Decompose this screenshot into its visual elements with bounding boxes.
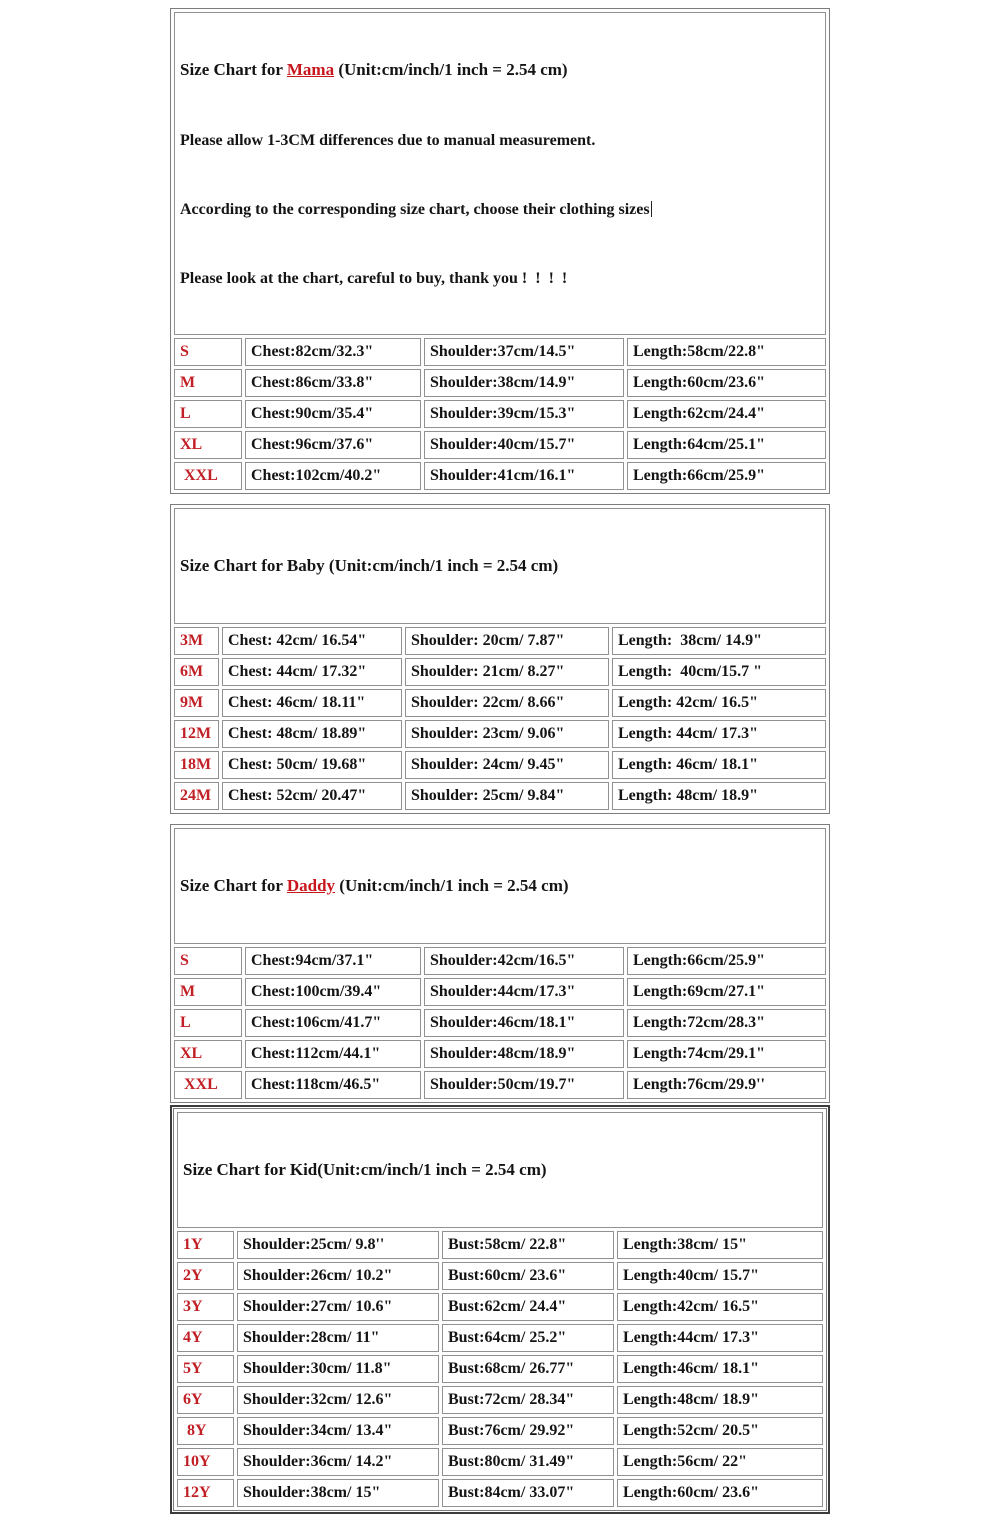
measurement-cell: Shoulder:30cm/ 11.8" bbox=[237, 1355, 439, 1383]
note-choose-size bbox=[180, 200, 821, 220]
measurement-cell: Shoulder:40cm/15.7" bbox=[424, 431, 624, 459]
measurement-cell: Shoulder:27cm/ 10.6" bbox=[237, 1293, 439, 1321]
measurement-cell: Shoulder:32cm/ 12.6" bbox=[237, 1386, 439, 1414]
title-prefix: Size Chart for bbox=[180, 556, 287, 575]
table-row bbox=[174, 400, 826, 428]
size-label-cell: S bbox=[174, 338, 242, 366]
size-label-cell: 18M bbox=[174, 751, 219, 779]
size-label-cell: L bbox=[174, 400, 242, 428]
table-header-row bbox=[177, 1112, 823, 1228]
measurement-cell: Length:60cm/23.6" bbox=[627, 369, 826, 397]
size-label-cell: 3M bbox=[174, 627, 219, 655]
table-row bbox=[174, 369, 826, 397]
measurement-cell: Chest:100cm/39.4" bbox=[245, 978, 421, 1006]
measurement-cell: Shoulder:50cm/19.7" bbox=[424, 1071, 624, 1099]
table-row bbox=[174, 978, 826, 1006]
kid-chart-title bbox=[183, 1158, 818, 1182]
daddy-chart-header bbox=[174, 828, 826, 944]
size-label-cell: 1Y bbox=[177, 1231, 234, 1259]
measurement-cell: Length:60cm/ 23.6" bbox=[617, 1479, 823, 1507]
table-row bbox=[177, 1417, 823, 1445]
measurement-cell: Length: 40cm/15.7 " bbox=[612, 658, 826, 686]
size-label-cell: 2Y bbox=[177, 1262, 234, 1290]
title-suffix: (Unit:cm/inch/1 inch = 2.54 cm) bbox=[324, 556, 559, 575]
daddy-chart-title bbox=[180, 874, 821, 898]
size-label-cell: M bbox=[174, 978, 242, 1006]
measurement-cell: Chest: 46cm/ 18.11" bbox=[222, 689, 402, 717]
measurement-cell: Length: 42cm/ 16.5" bbox=[612, 689, 826, 717]
title-prefix: Size Chart for bbox=[183, 1160, 290, 1179]
measurement-cell: Length:48cm/ 18.9" bbox=[617, 1386, 823, 1414]
measurement-cell: Bust:60cm/ 23.6" bbox=[442, 1262, 614, 1290]
mama-link[interactable]: Mama bbox=[286, 60, 335, 79]
measurement-cell: Length:62cm/24.4" bbox=[627, 400, 826, 428]
mama-chart-header bbox=[174, 12, 826, 335]
baby-label: Baby bbox=[286, 556, 325, 575]
measurement-cell: Length:56cm/ 22" bbox=[617, 1448, 823, 1476]
measurement-cell: Length:42cm/ 16.5" bbox=[617, 1293, 823, 1321]
daddy-link[interactable]: Daddy bbox=[286, 876, 336, 895]
measurement-cell: Bust:84cm/ 33.07" bbox=[442, 1479, 614, 1507]
table-row bbox=[174, 658, 826, 686]
measurement-cell: Shoulder:39cm/15.3" bbox=[424, 400, 624, 428]
size-chart-table-daddy bbox=[170, 824, 830, 1103]
measurement-cell: Length:74cm/29.1" bbox=[627, 1040, 826, 1068]
size-label-cell: 12Y bbox=[177, 1479, 234, 1507]
measurement-cell: Bust:58cm/ 22.8" bbox=[442, 1231, 614, 1259]
table-row bbox=[174, 431, 826, 459]
measurement-cell: Bust:64cm/ 25.2" bbox=[442, 1324, 614, 1352]
kid-chart-header bbox=[177, 1112, 823, 1228]
measurement-cell: Length:66cm/25.9" bbox=[627, 462, 826, 490]
table-row bbox=[174, 947, 826, 975]
measurement-cell: Shoulder: 20cm/ 7.87" bbox=[405, 627, 609, 655]
table-row bbox=[174, 720, 826, 748]
measurement-cell: Shoulder:42cm/16.5" bbox=[424, 947, 624, 975]
size-chart-table-kid bbox=[173, 1108, 827, 1511]
measurement-cell: Shoulder:26cm/ 10.2" bbox=[237, 1262, 439, 1290]
size-label-cell: 6M bbox=[174, 658, 219, 686]
table-row bbox=[174, 1071, 826, 1099]
measurement-cell: Chest:82cm/32.3" bbox=[245, 338, 421, 366]
measurement-cell: Length:69cm/27.1" bbox=[627, 978, 826, 1006]
measurement-cell: Chest:112cm/44.1" bbox=[245, 1040, 421, 1068]
table-row bbox=[174, 689, 826, 717]
table-row bbox=[177, 1386, 823, 1414]
measurement-cell: Shoulder: 25cm/ 9.84" bbox=[405, 782, 609, 810]
size-label-cell: 5Y bbox=[177, 1355, 234, 1383]
table-row bbox=[177, 1324, 823, 1352]
measurement-cell: Shoulder: 21cm/ 8.27" bbox=[405, 658, 609, 686]
measurement-cell: Shoulder:38cm/14.9" bbox=[424, 369, 624, 397]
table-row bbox=[174, 627, 826, 655]
table-row bbox=[174, 338, 826, 366]
measurement-cell: Shoulder:38cm/ 15" bbox=[237, 1479, 439, 1507]
size-label-cell: L bbox=[174, 1009, 242, 1037]
title-suffix: (Unit:cm/inch/1 inch = 2.54 cm) bbox=[317, 1160, 547, 1179]
size-label-cell: 3Y bbox=[177, 1293, 234, 1321]
table-header-row bbox=[174, 508, 826, 624]
measurement-cell: Chest: 52cm/ 20.47" bbox=[222, 782, 402, 810]
measurement-cell: Bust:80cm/ 31.49" bbox=[442, 1448, 614, 1476]
measurement-cell: Length:76cm/29.9'' bbox=[627, 1071, 826, 1099]
measurement-cell: Chest: 42cm/ 16.54" bbox=[222, 627, 402, 655]
table-row bbox=[174, 462, 826, 490]
size-label-cell: 24M bbox=[174, 782, 219, 810]
size-label-cell: XXL bbox=[174, 462, 242, 490]
kid-label: Kid bbox=[289, 1160, 318, 1179]
size-label-cell: 9M bbox=[174, 689, 219, 717]
table-row bbox=[174, 782, 826, 810]
measurement-cell: Length: 46cm/ 18.1" bbox=[612, 751, 826, 779]
note-thank-you: Please look at the chart, careful to buy, thank you ! ! ! ! bbox=[180, 270, 568, 287]
size-label-cell: XL bbox=[174, 1040, 242, 1068]
note-choose-size-text: According to the corresponding size chart, choose their clothing sizes bbox=[180, 201, 650, 218]
measurement-cell: Length:44cm/ 17.3" bbox=[617, 1324, 823, 1352]
measurement-cell: Shoulder:25cm/ 9.8'' bbox=[237, 1231, 439, 1259]
table-row bbox=[174, 1009, 826, 1037]
measurement-cell: Shoulder:41cm/16.1" bbox=[424, 462, 624, 490]
table-row bbox=[174, 751, 826, 779]
measurement-cell: Length:46cm/ 18.1" bbox=[617, 1355, 823, 1383]
size-label-cell: 8Y bbox=[177, 1417, 234, 1445]
table-header-row bbox=[174, 12, 826, 335]
mama-chart-title bbox=[180, 58, 821, 82]
measurement-cell: Chest:102cm/40.2" bbox=[245, 462, 421, 490]
measurement-cell: Shoulder:44cm/17.3" bbox=[424, 978, 624, 1006]
table-row bbox=[177, 1231, 823, 1259]
size-label-cell: 12M bbox=[174, 720, 219, 748]
measurement-cell: Shoulder:28cm/ 11" bbox=[237, 1324, 439, 1352]
size-chart-sheet bbox=[170, 8, 830, 1514]
measurement-cell: Length:52cm/ 20.5" bbox=[617, 1417, 823, 1445]
size-label-cell: 6Y bbox=[177, 1386, 234, 1414]
measurement-cell: Length:64cm/25.1" bbox=[627, 431, 826, 459]
baby-chart-header bbox=[174, 508, 826, 624]
measurement-cell: Bust:76cm/ 29.92" bbox=[442, 1417, 614, 1445]
table-row bbox=[177, 1448, 823, 1476]
size-label-cell: 10Y bbox=[177, 1448, 234, 1476]
measurement-cell: Shoulder: 24cm/ 9.45" bbox=[405, 751, 609, 779]
measurement-cell: Bust:68cm/ 26.77" bbox=[442, 1355, 614, 1383]
note-measurement: Please allow 1-3CM differences due to manual measurement. bbox=[180, 132, 596, 149]
measurement-cell: Length:40cm/ 15.7" bbox=[617, 1262, 823, 1290]
title-suffix: (Unit:cm/inch/1 inch = 2.54 cm) bbox=[335, 876, 569, 895]
measurement-cell: Length:66cm/25.9" bbox=[627, 947, 826, 975]
title-prefix: Size Chart for bbox=[180, 876, 287, 895]
table-row bbox=[177, 1479, 823, 1507]
measurement-cell: Shoulder: 23cm/ 9.06" bbox=[405, 720, 609, 748]
measurement-cell: Chest:90cm/35.4" bbox=[245, 400, 421, 428]
measurement-cell: Length:72cm/28.3" bbox=[627, 1009, 826, 1037]
measurement-cell: Shoulder:37cm/14.5" bbox=[424, 338, 624, 366]
kid-chart-frame bbox=[170, 1105, 830, 1514]
measurement-cell: Length:58cm/22.8" bbox=[627, 338, 826, 366]
table-row bbox=[174, 1040, 826, 1068]
table-row bbox=[177, 1262, 823, 1290]
measurement-cell: Chest: 48cm/ 18.89" bbox=[222, 720, 402, 748]
table-row bbox=[177, 1355, 823, 1383]
size-chart-table-baby bbox=[170, 504, 830, 814]
size-label-cell: M bbox=[174, 369, 242, 397]
table-row bbox=[177, 1293, 823, 1321]
measurement-cell: Bust:62cm/ 24.4" bbox=[442, 1293, 614, 1321]
size-label-cell: XL bbox=[174, 431, 242, 459]
measurement-cell: Chest: 50cm/ 19.68" bbox=[222, 751, 402, 779]
measurement-cell: Shoulder:48cm/18.9" bbox=[424, 1040, 624, 1068]
title-prefix: Size Chart for bbox=[180, 60, 287, 79]
measurement-cell: Shoulder:36cm/ 14.2" bbox=[237, 1448, 439, 1476]
table-header-row bbox=[174, 828, 826, 944]
measurement-cell: Length: 38cm/ 14.9" bbox=[612, 627, 826, 655]
measurement-cell: Chest:118cm/46.5" bbox=[245, 1071, 421, 1099]
title-suffix: (Unit:cm/inch/1 inch = 2.54 cm) bbox=[334, 60, 568, 79]
text-caret bbox=[651, 201, 652, 217]
measurement-cell: Shoulder:46cm/18.1" bbox=[424, 1009, 624, 1037]
measurement-cell: Length: 44cm/ 17.3" bbox=[612, 720, 826, 748]
baby-chart-title bbox=[180, 554, 821, 578]
measurement-cell: Shoulder:34cm/ 13.4" bbox=[237, 1417, 439, 1445]
measurement-cell: Chest:96cm/37.6" bbox=[245, 431, 421, 459]
measurement-cell: Chest:106cm/41.7" bbox=[245, 1009, 421, 1037]
measurement-cell: Chest:86cm/33.8" bbox=[245, 369, 421, 397]
measurement-cell: Chest: 44cm/ 17.32" bbox=[222, 658, 402, 686]
size-label-cell: XXL bbox=[174, 1071, 242, 1099]
measurement-cell: Bust:72cm/ 28.34" bbox=[442, 1386, 614, 1414]
size-label-cell: 4Y bbox=[177, 1324, 234, 1352]
measurement-cell: Shoulder: 22cm/ 8.66" bbox=[405, 689, 609, 717]
measurement-cell: Chest:94cm/37.1" bbox=[245, 947, 421, 975]
measurement-cell: Length: 48cm/ 18.9" bbox=[612, 782, 826, 810]
measurement-cell: Length:38cm/ 15" bbox=[617, 1231, 823, 1259]
size-label-cell: S bbox=[174, 947, 242, 975]
size-chart-table-mama bbox=[170, 8, 830, 494]
